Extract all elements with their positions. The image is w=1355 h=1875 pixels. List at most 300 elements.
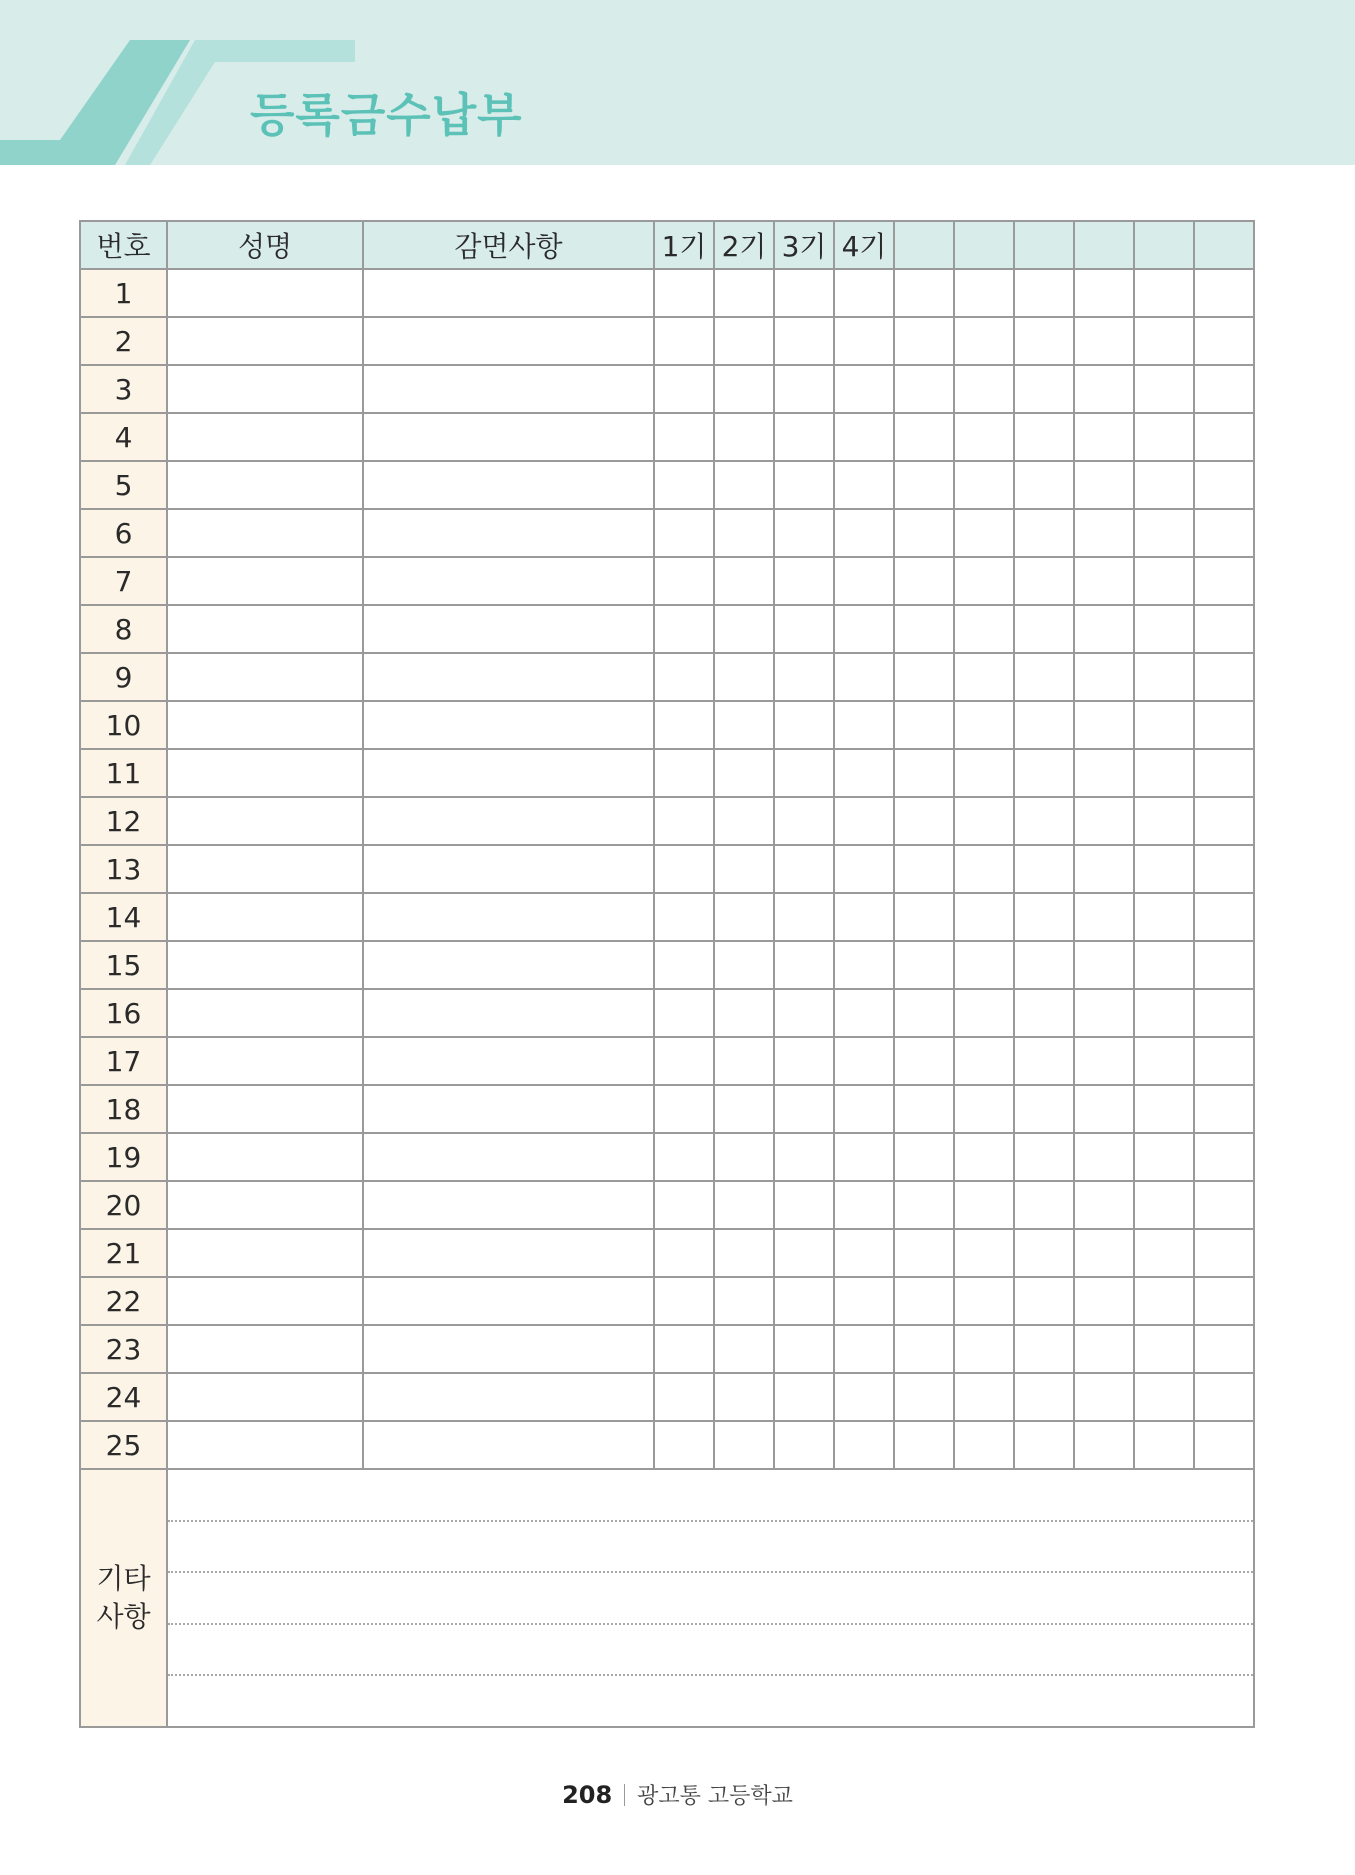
entry-cell[interactable] — [654, 1085, 714, 1133]
entry-cell[interactable] — [1014, 1085, 1074, 1133]
entry-cell[interactable] — [834, 1373, 894, 1421]
entry-cell[interactable] — [167, 509, 363, 557]
entry-cell[interactable] — [1134, 365, 1194, 413]
entry-cell[interactable] — [834, 605, 894, 653]
entry-cell[interactable] — [1134, 1325, 1194, 1373]
entry-cell[interactable] — [834, 749, 894, 797]
entry-cell[interactable] — [774, 557, 834, 605]
entry-cell[interactable] — [167, 557, 363, 605]
entry-cell[interactable] — [714, 1181, 774, 1229]
entry-cell[interactable] — [1014, 1181, 1074, 1229]
entry-cell[interactable] — [774, 797, 834, 845]
entry-cell[interactable] — [1074, 1325, 1134, 1373]
entry-cell[interactable] — [654, 365, 714, 413]
entry-cell[interactable] — [714, 893, 774, 941]
entry-cell[interactable] — [1134, 701, 1194, 749]
entry-cell[interactable] — [894, 653, 954, 701]
entry-cell[interactable] — [894, 1181, 954, 1229]
entry-cell[interactable] — [1134, 1229, 1194, 1277]
entry-cell[interactable] — [774, 941, 834, 989]
entry-cell[interactable] — [954, 1421, 1014, 1469]
entry-cell[interactable] — [774, 989, 834, 1037]
entry-cell[interactable] — [1194, 1277, 1254, 1325]
entry-cell[interactable] — [654, 653, 714, 701]
entry-cell[interactable] — [1014, 989, 1074, 1037]
entry-cell[interactable] — [1134, 941, 1194, 989]
entry-cell[interactable] — [894, 605, 954, 653]
entry-cell[interactable] — [714, 797, 774, 845]
entry-cell[interactable] — [363, 1133, 654, 1181]
entry-cell[interactable] — [894, 1325, 954, 1373]
entry-cell[interactable] — [654, 413, 714, 461]
entry-cell[interactable] — [167, 1277, 363, 1325]
entry-cell[interactable] — [167, 1373, 363, 1421]
entry-cell[interactable] — [774, 605, 834, 653]
entry-cell[interactable] — [654, 749, 714, 797]
entry-cell[interactable] — [714, 1085, 774, 1133]
entry-cell[interactable] — [834, 1325, 894, 1373]
entry-cell[interactable] — [954, 845, 1014, 893]
entry-cell[interactable] — [363, 1277, 654, 1325]
entry-cell[interactable] — [714, 269, 774, 317]
entry-cell[interactable] — [834, 797, 894, 845]
entry-cell[interactable] — [654, 1325, 714, 1373]
entry-cell[interactable] — [1134, 893, 1194, 941]
entry-cell[interactable] — [363, 1229, 654, 1277]
entry-cell[interactable] — [714, 1133, 774, 1181]
note-line[interactable] — [168, 1573, 1253, 1625]
note-line[interactable] — [168, 1676, 1253, 1726]
entry-cell[interactable] — [363, 989, 654, 1037]
entry-cell[interactable] — [714, 1229, 774, 1277]
entry-cell[interactable] — [1014, 461, 1074, 509]
entry-cell[interactable] — [1194, 1133, 1254, 1181]
entry-cell[interactable] — [167, 413, 363, 461]
entry-cell[interactable] — [1134, 1133, 1194, 1181]
entry-cell[interactable] — [834, 1181, 894, 1229]
entry-cell[interactable] — [167, 653, 363, 701]
entry-cell[interactable] — [774, 1325, 834, 1373]
entry-cell[interactable] — [894, 749, 954, 797]
note-line[interactable] — [168, 1522, 1253, 1574]
entry-cell[interactable] — [167, 605, 363, 653]
entry-cell[interactable] — [1014, 941, 1074, 989]
entry-cell[interactable] — [774, 413, 834, 461]
entry-cell[interactable] — [714, 1325, 774, 1373]
entry-cell[interactable] — [894, 557, 954, 605]
entry-cell[interactable] — [1014, 797, 1074, 845]
entry-cell[interactable] — [714, 605, 774, 653]
entry-cell[interactable] — [1194, 797, 1254, 845]
entry-cell[interactable] — [1074, 269, 1134, 317]
entry-cell[interactable] — [714, 941, 774, 989]
entry-cell[interactable] — [363, 269, 654, 317]
entry-cell[interactable] — [714, 989, 774, 1037]
entry-cell[interactable] — [1074, 989, 1134, 1037]
entry-cell[interactable] — [363, 1085, 654, 1133]
entry-cell[interactable] — [954, 269, 1014, 317]
entry-cell[interactable] — [774, 461, 834, 509]
entry-cell[interactable] — [1134, 509, 1194, 557]
entry-cell[interactable] — [1074, 845, 1134, 893]
entry-cell[interactable] — [167, 749, 363, 797]
entry-cell[interactable] — [167, 317, 363, 365]
entry-cell[interactable] — [363, 605, 654, 653]
entry-cell[interactable] — [167, 1325, 363, 1373]
entry-cell[interactable] — [1134, 845, 1194, 893]
entry-cell[interactable] — [363, 845, 654, 893]
entry-cell[interactable] — [1194, 1037, 1254, 1085]
entry-cell[interactable] — [363, 797, 654, 845]
entry-cell[interactable] — [167, 1037, 363, 1085]
entry-cell[interactable] — [834, 461, 894, 509]
entry-cell[interactable] — [1074, 317, 1134, 365]
entry-cell[interactable] — [167, 1421, 363, 1469]
entry-cell[interactable] — [1014, 413, 1074, 461]
entry-cell[interactable] — [1194, 989, 1254, 1037]
entry-cell[interactable] — [894, 797, 954, 845]
entry-cell[interactable] — [834, 1421, 894, 1469]
entry-cell[interactable] — [774, 653, 834, 701]
entry-cell[interactable] — [954, 1037, 1014, 1085]
entry-cell[interactable] — [714, 749, 774, 797]
entry-cell[interactable] — [1194, 557, 1254, 605]
note-line[interactable] — [168, 1625, 1253, 1677]
entry-cell[interactable] — [774, 365, 834, 413]
entry-cell[interactable] — [167, 1085, 363, 1133]
entry-cell[interactable] — [834, 989, 894, 1037]
entry-cell[interactable] — [1194, 1325, 1254, 1373]
entry-cell[interactable] — [654, 1277, 714, 1325]
entry-cell[interactable] — [1014, 1229, 1074, 1277]
entry-cell[interactable] — [1134, 1373, 1194, 1421]
entry-cell[interactable] — [894, 1229, 954, 1277]
entry-cell[interactable] — [167, 701, 363, 749]
entry-cell[interactable] — [1074, 461, 1134, 509]
entry-cell[interactable] — [954, 1229, 1014, 1277]
note-line[interactable] — [168, 1470, 1253, 1522]
entry-cell[interactable] — [167, 365, 363, 413]
entry-cell[interactable] — [1194, 413, 1254, 461]
entry-cell[interactable] — [714, 317, 774, 365]
entry-cell[interactable] — [654, 1181, 714, 1229]
entry-cell[interactable] — [167, 1181, 363, 1229]
entry-cell[interactable] — [894, 701, 954, 749]
entry-cell[interactable] — [1134, 1181, 1194, 1229]
entry-cell[interactable] — [954, 653, 1014, 701]
entry-cell[interactable] — [834, 1277, 894, 1325]
entry-cell[interactable] — [714, 557, 774, 605]
entry-cell[interactable] — [1074, 413, 1134, 461]
entry-cell[interactable] — [363, 653, 654, 701]
entry-cell[interactable] — [774, 701, 834, 749]
entry-cell[interactable] — [1074, 1133, 1134, 1181]
entry-cell[interactable] — [1194, 1181, 1254, 1229]
entry-cell[interactable] — [894, 461, 954, 509]
entry-cell[interactable] — [654, 941, 714, 989]
entry-cell[interactable] — [363, 461, 654, 509]
entry-cell[interactable] — [1074, 941, 1134, 989]
entry-cell[interactable] — [774, 1421, 834, 1469]
entry-cell[interactable] — [834, 1133, 894, 1181]
entry-cell[interactable] — [834, 509, 894, 557]
entry-cell[interactable] — [954, 749, 1014, 797]
entry-cell[interactable] — [954, 1277, 1014, 1325]
entry-cell[interactable] — [954, 317, 1014, 365]
entry-cell[interactable] — [834, 1229, 894, 1277]
entry-cell[interactable] — [167, 989, 363, 1037]
entry-cell[interactable] — [363, 941, 654, 989]
entry-cell[interactable] — [774, 509, 834, 557]
entry-cell[interactable] — [1194, 1373, 1254, 1421]
entry-cell[interactable] — [834, 413, 894, 461]
entry-cell[interactable] — [654, 845, 714, 893]
entry-cell[interactable] — [834, 557, 894, 605]
entry-cell[interactable] — [834, 653, 894, 701]
entry-cell[interactable] — [1134, 653, 1194, 701]
entry-cell[interactable] — [1074, 1277, 1134, 1325]
entry-cell[interactable] — [954, 1085, 1014, 1133]
entry-cell[interactable] — [1014, 269, 1074, 317]
entry-cell[interactable] — [774, 845, 834, 893]
entry-cell[interactable] — [714, 509, 774, 557]
entry-cell[interactable] — [1134, 1037, 1194, 1085]
entry-cell[interactable] — [714, 1037, 774, 1085]
entry-cell[interactable] — [654, 1229, 714, 1277]
entry-cell[interactable] — [714, 1421, 774, 1469]
entry-cell[interactable] — [1074, 557, 1134, 605]
entry-cell[interactable] — [654, 317, 714, 365]
entry-cell[interactable] — [1014, 1421, 1074, 1469]
entry-cell[interactable] — [1014, 509, 1074, 557]
entry-cell[interactable] — [894, 1421, 954, 1469]
entry-cell[interactable] — [363, 413, 654, 461]
entry-cell[interactable] — [363, 557, 654, 605]
entry-cell[interactable] — [654, 1037, 714, 1085]
entry-cell[interactable] — [363, 509, 654, 557]
entry-cell[interactable] — [894, 269, 954, 317]
entry-cell[interactable] — [1194, 845, 1254, 893]
entry-cell[interactable] — [954, 797, 1014, 845]
entry-cell[interactable] — [167, 1133, 363, 1181]
entry-cell[interactable] — [1194, 893, 1254, 941]
entry-cell[interactable] — [954, 1133, 1014, 1181]
entry-cell[interactable] — [1134, 1277, 1194, 1325]
entry-cell[interactable] — [834, 269, 894, 317]
entry-cell[interactable] — [654, 605, 714, 653]
entry-cell[interactable] — [834, 941, 894, 989]
entry-cell[interactable] — [654, 461, 714, 509]
entry-cell[interactable] — [714, 653, 774, 701]
entry-cell[interactable] — [954, 1373, 1014, 1421]
entry-cell[interactable] — [1134, 1421, 1194, 1469]
entry-cell[interactable] — [1074, 605, 1134, 653]
entry-cell[interactable] — [774, 1181, 834, 1229]
entry-cell[interactable] — [654, 989, 714, 1037]
entry-cell[interactable] — [1074, 797, 1134, 845]
entry-cell[interactable] — [1074, 365, 1134, 413]
entry-cell[interactable] — [774, 1085, 834, 1133]
entry-cell[interactable] — [1074, 1421, 1134, 1469]
entry-cell[interactable] — [774, 1229, 834, 1277]
entry-cell[interactable] — [167, 845, 363, 893]
entry-cell[interactable] — [714, 413, 774, 461]
entry-cell[interactable] — [894, 1277, 954, 1325]
entry-cell[interactable] — [167, 461, 363, 509]
entry-cell[interactable] — [167, 269, 363, 317]
entry-cell[interactable] — [1074, 1229, 1134, 1277]
entry-cell[interactable] — [954, 893, 1014, 941]
entry-cell[interactable] — [714, 365, 774, 413]
entry-cell[interactable] — [1074, 509, 1134, 557]
entry-cell[interactable] — [1014, 1373, 1074, 1421]
entry-cell[interactable] — [1134, 269, 1194, 317]
entry-cell[interactable] — [654, 269, 714, 317]
entry-cell[interactable] — [1014, 653, 1074, 701]
entry-cell[interactable] — [774, 317, 834, 365]
entry-cell[interactable] — [363, 893, 654, 941]
entry-cell[interactable] — [1134, 461, 1194, 509]
entry-cell[interactable] — [1134, 557, 1194, 605]
entry-cell[interactable] — [894, 1373, 954, 1421]
entry-cell[interactable] — [1134, 989, 1194, 1037]
entry-cell[interactable] — [167, 941, 363, 989]
entry-cell[interactable] — [1014, 1277, 1074, 1325]
entry-cell[interactable] — [714, 461, 774, 509]
entry-cell[interactable] — [1014, 317, 1074, 365]
entry-cell[interactable] — [774, 893, 834, 941]
entry-cell[interactable] — [1074, 749, 1134, 797]
entry-cell[interactable] — [1014, 557, 1074, 605]
entry-cell[interactable] — [894, 941, 954, 989]
entry-cell[interactable] — [714, 701, 774, 749]
entry-cell[interactable] — [1074, 1085, 1134, 1133]
entry-cell[interactable] — [774, 1277, 834, 1325]
entry-cell[interactable] — [774, 749, 834, 797]
entry-cell[interactable] — [1194, 1421, 1254, 1469]
entry-cell[interactable] — [1014, 845, 1074, 893]
entry-cell[interactable] — [1194, 317, 1254, 365]
entry-cell[interactable] — [1134, 1085, 1194, 1133]
entry-cell[interactable] — [774, 1373, 834, 1421]
entry-cell[interactable] — [1134, 605, 1194, 653]
entry-cell[interactable] — [1074, 701, 1134, 749]
entry-cell[interactable] — [1014, 1325, 1074, 1373]
entry-cell[interactable] — [654, 557, 714, 605]
entry-cell[interactable] — [954, 461, 1014, 509]
entry-cell[interactable] — [894, 893, 954, 941]
entry-cell[interactable] — [834, 701, 894, 749]
entry-cell[interactable] — [1014, 749, 1074, 797]
entry-cell[interactable] — [1194, 461, 1254, 509]
entry-cell[interactable] — [1134, 749, 1194, 797]
entry-cell[interactable] — [1134, 413, 1194, 461]
entry-cell[interactable] — [1014, 1133, 1074, 1181]
entry-cell[interactable] — [1194, 269, 1254, 317]
entry-cell[interactable] — [363, 1373, 654, 1421]
entry-cell[interactable] — [834, 365, 894, 413]
entry-cell[interactable] — [1074, 893, 1134, 941]
entry-cell[interactable] — [1194, 749, 1254, 797]
entry-cell[interactable] — [1194, 1085, 1254, 1133]
entry-cell[interactable] — [363, 1037, 654, 1085]
entry-cell[interactable] — [1194, 365, 1254, 413]
entry-cell[interactable] — [1014, 701, 1074, 749]
entry-cell[interactable] — [1194, 653, 1254, 701]
entry-cell[interactable] — [774, 1133, 834, 1181]
entry-cell[interactable] — [363, 317, 654, 365]
entry-cell[interactable] — [954, 365, 1014, 413]
entry-cell[interactable] — [1014, 1037, 1074, 1085]
entry-cell[interactable] — [894, 989, 954, 1037]
entry-cell[interactable] — [654, 893, 714, 941]
entry-cell[interactable] — [954, 413, 1014, 461]
entry-cell[interactable] — [894, 1085, 954, 1133]
entry-cell[interactable] — [1134, 797, 1194, 845]
entry-cell[interactable] — [714, 845, 774, 893]
entry-cell[interactable] — [714, 1277, 774, 1325]
entry-cell[interactable] — [654, 1421, 714, 1469]
entry-cell[interactable] — [894, 1037, 954, 1085]
entry-cell[interactable] — [654, 1373, 714, 1421]
entry-cell[interactable] — [894, 845, 954, 893]
entry-cell[interactable] — [1194, 509, 1254, 557]
entry-cell[interactable] — [167, 797, 363, 845]
entry-cell[interactable] — [954, 557, 1014, 605]
entry-cell[interactable] — [654, 509, 714, 557]
entry-cell[interactable] — [1194, 941, 1254, 989]
entry-cell[interactable] — [363, 1421, 654, 1469]
entry-cell[interactable] — [954, 989, 1014, 1037]
entry-cell[interactable] — [834, 317, 894, 365]
entry-cell[interactable] — [834, 845, 894, 893]
entry-cell[interactable] — [1134, 317, 1194, 365]
entry-cell[interactable] — [894, 317, 954, 365]
entry-cell[interactable] — [834, 1037, 894, 1085]
entry-cell[interactable] — [954, 701, 1014, 749]
entry-cell[interactable] — [363, 1325, 654, 1373]
entry-cell[interactable] — [774, 269, 834, 317]
entry-cell[interactable] — [363, 1181, 654, 1229]
entry-cell[interactable] — [954, 941, 1014, 989]
entry-cell[interactable] — [363, 701, 654, 749]
entry-cell[interactable] — [1074, 1037, 1134, 1085]
entry-cell[interactable] — [954, 509, 1014, 557]
entry-cell[interactable] — [954, 605, 1014, 653]
entry-cell[interactable] — [894, 1133, 954, 1181]
entry-cell[interactable] — [654, 701, 714, 749]
entry-cell[interactable] — [954, 1181, 1014, 1229]
entry-cell[interactable] — [363, 365, 654, 413]
entry-cell[interactable] — [954, 1325, 1014, 1373]
entry-cell[interactable] — [1074, 1181, 1134, 1229]
entry-cell[interactable] — [167, 893, 363, 941]
notes-area[interactable] — [167, 1469, 1254, 1727]
entry-cell[interactable] — [834, 1085, 894, 1133]
entry-cell[interactable] — [1194, 701, 1254, 749]
entry-cell[interactable] — [1194, 1229, 1254, 1277]
entry-cell[interactable] — [1074, 653, 1134, 701]
entry-cell[interactable] — [1014, 605, 1074, 653]
entry-cell[interactable] — [714, 1373, 774, 1421]
entry-cell[interactable] — [774, 1037, 834, 1085]
entry-cell[interactable] — [1194, 605, 1254, 653]
entry-cell[interactable] — [834, 893, 894, 941]
entry-cell[interactable] — [894, 365, 954, 413]
entry-cell[interactable] — [167, 1229, 363, 1277]
entry-cell[interactable] — [654, 797, 714, 845]
entry-cell[interactable] — [1014, 365, 1074, 413]
